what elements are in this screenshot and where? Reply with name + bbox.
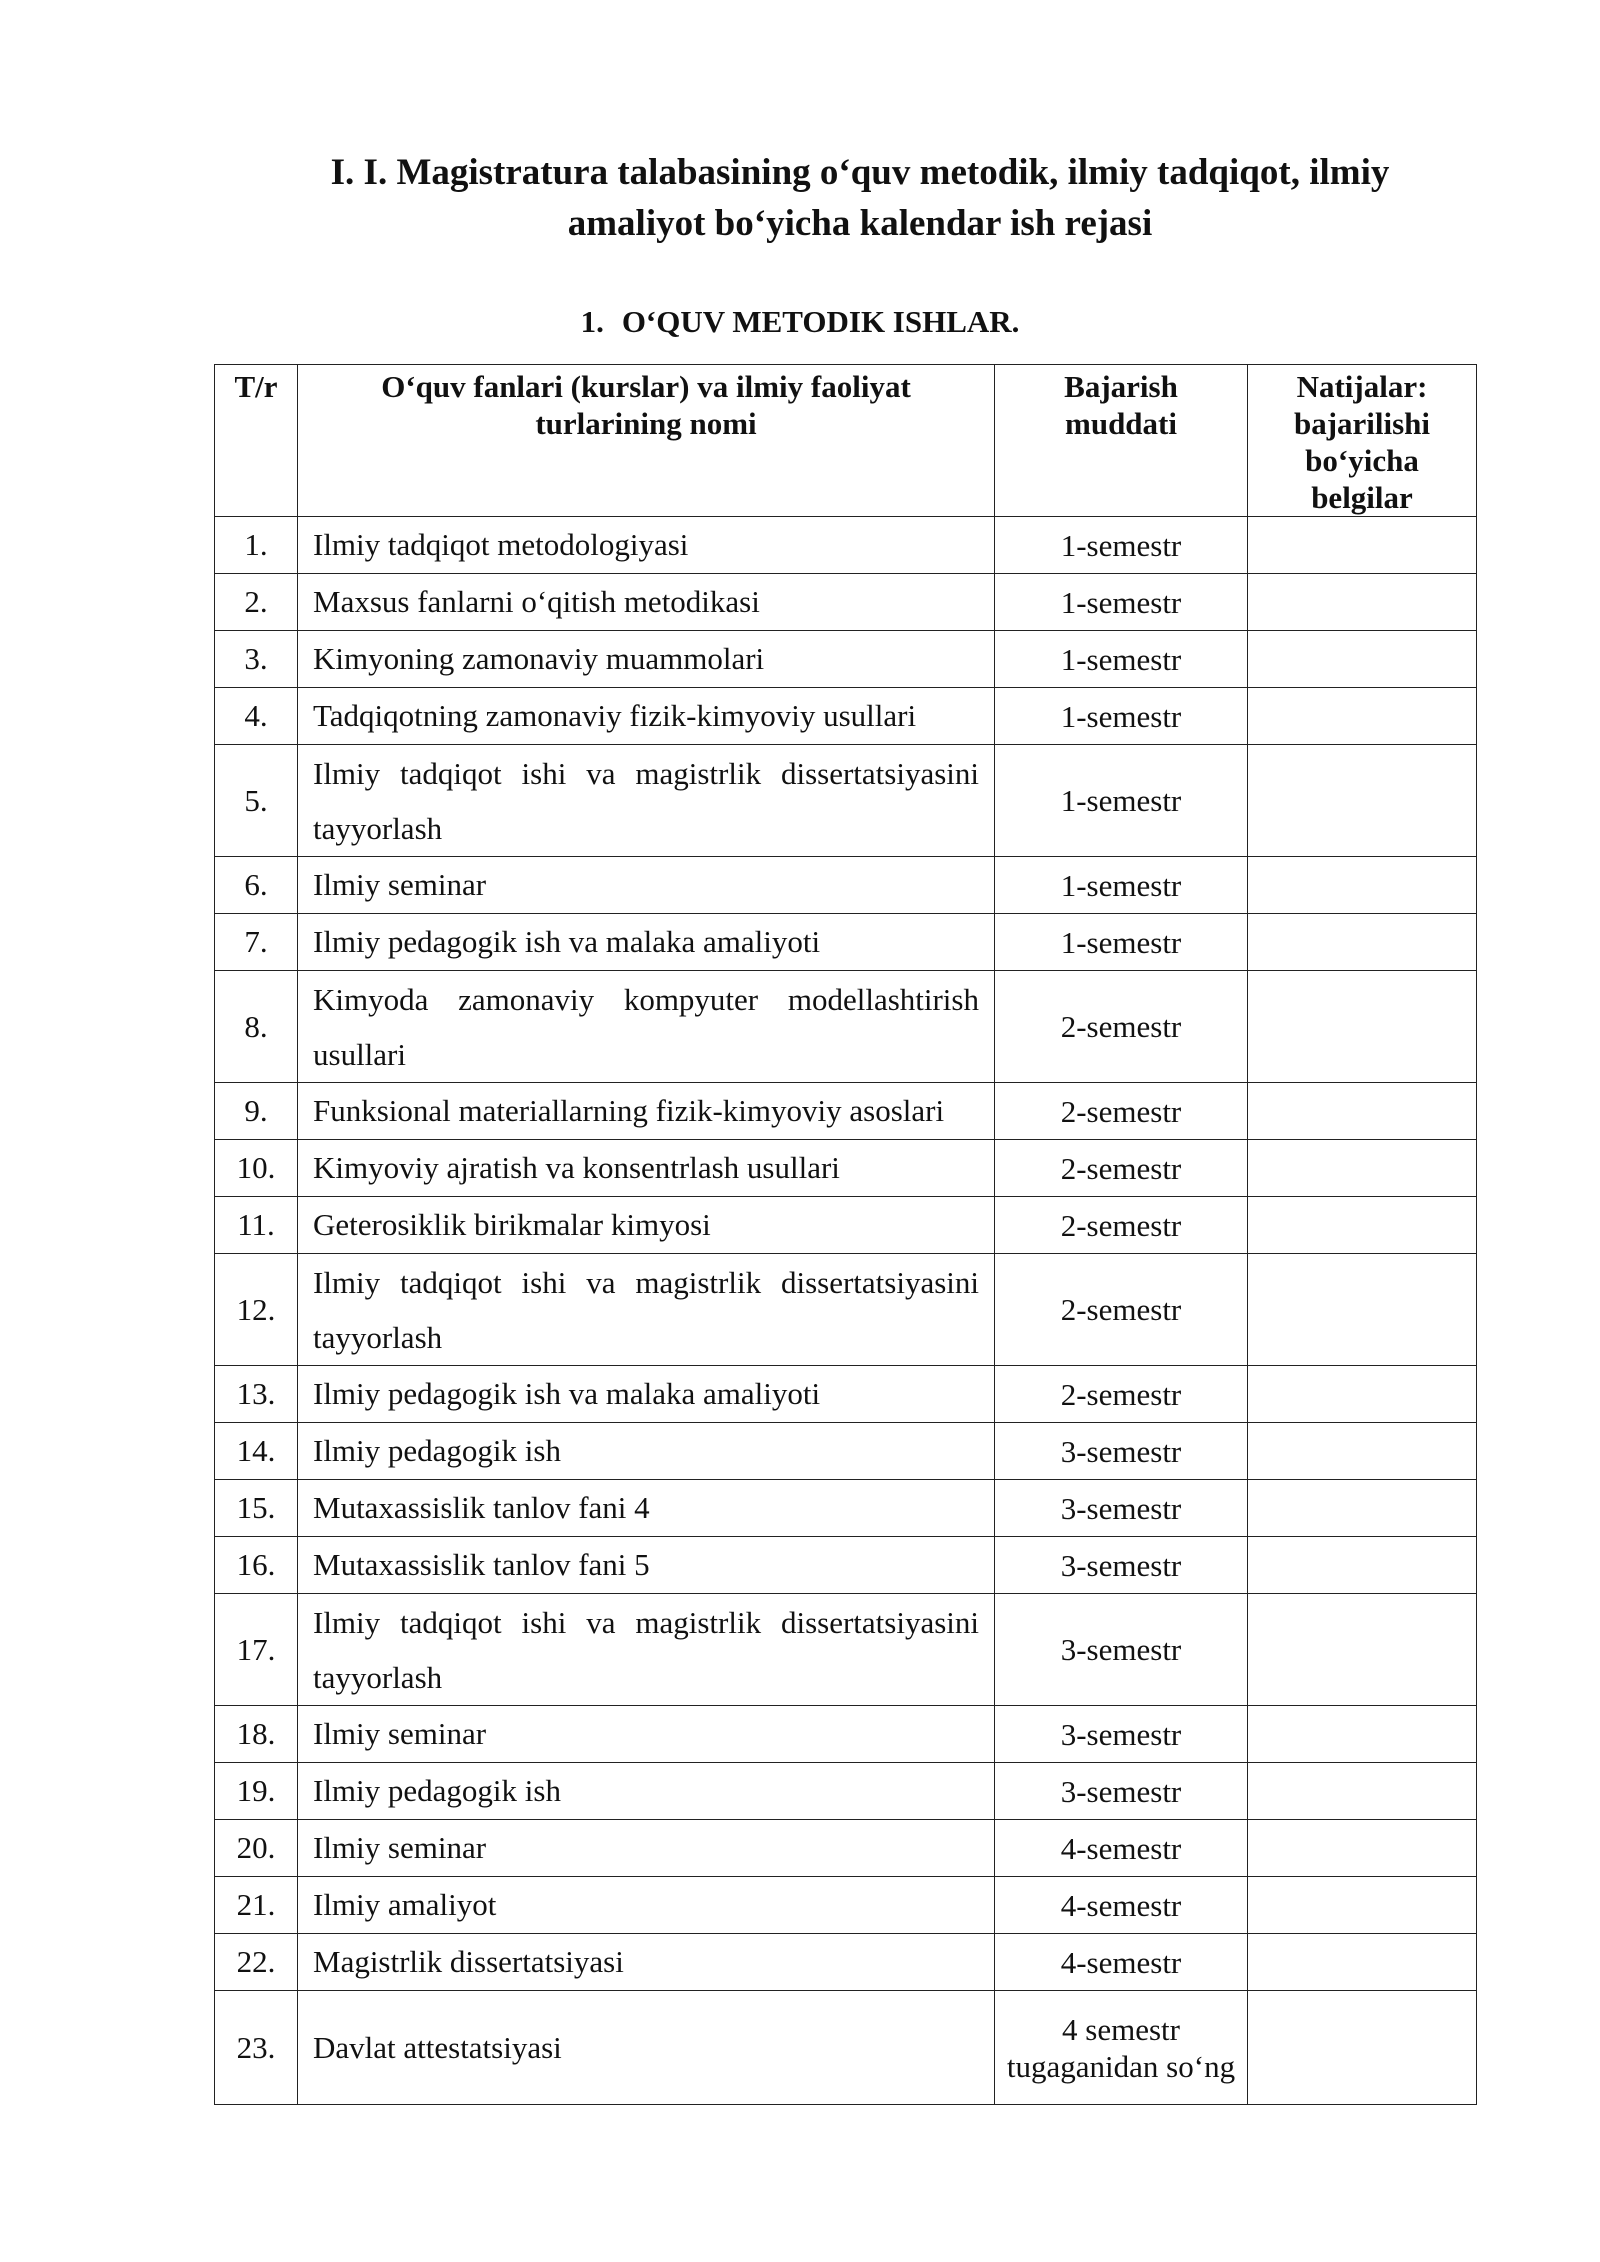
row-activity-name: Ilmiy pedagogik ish xyxy=(298,1423,995,1480)
row-deadline: 3-semestr xyxy=(995,1594,1248,1706)
row-activity-name: Mutaxassislik tanlov fani 4 xyxy=(298,1480,995,1537)
row-number: 17. xyxy=(215,1594,298,1706)
row-number: 3. xyxy=(215,631,298,688)
row-result xyxy=(1248,1480,1477,1537)
row-activity-name: Maxsus fanlarni o‘qitish metodikasi xyxy=(298,574,995,631)
row-result xyxy=(1248,1934,1477,1991)
header-number: T/r xyxy=(215,365,298,517)
section-heading xyxy=(0,302,1600,342)
row-deadline: 4-semestr xyxy=(995,1934,1248,1991)
table-row xyxy=(215,1820,1477,1877)
table-row xyxy=(215,1140,1477,1197)
row-deadline: 2-semestr xyxy=(995,1140,1248,1197)
row-number: 18. xyxy=(215,1706,298,1763)
header-results: Natijalar: bajarilishi bo‘yicha belgilar xyxy=(1248,365,1477,517)
row-number: 10. xyxy=(215,1140,298,1197)
row-deadline: 4 semestr tugaganidan so‘ng xyxy=(995,1991,1248,2105)
row-activity-name: Ilmiy tadqiqot metodologiyasi xyxy=(298,517,995,574)
row-activity-name: Ilmiy seminar xyxy=(298,857,995,914)
row-number: 16. xyxy=(215,1537,298,1594)
header-activity-name: O‘quv fanlari (kurslar) va ilmiy faoliyat turlarining nomi xyxy=(298,365,995,517)
row-deadline: 1-semestr xyxy=(995,574,1248,631)
row-activity-name: Kimyoviy ajratish va konsentrlash usullari xyxy=(298,1140,995,1197)
row-activity-name: Ilmiy tadqiqot ishi va magistrlik dissertatsiyasini tayyorlash xyxy=(298,745,995,857)
row-activity-name: Funksional materiallarning fizik-kimyoviy asoslari xyxy=(298,1083,995,1140)
row-deadline: 1-semestr xyxy=(995,914,1248,971)
table-row xyxy=(215,1706,1477,1763)
row-activity-name: Ilmiy amaliyot xyxy=(298,1877,995,1934)
header-deadline: Bajarish muddati xyxy=(995,365,1248,517)
table-row xyxy=(215,1254,1477,1366)
table-row xyxy=(215,914,1477,971)
row-result xyxy=(1248,1877,1477,1934)
row-result xyxy=(1248,1763,1477,1820)
document-title-line1: I. I. Magistratura talabasining o‘quv metodik, ilmiy tadqiqot, ilmiy xyxy=(330,152,1390,193)
row-deadline: 4-semestr xyxy=(995,1877,1248,1934)
row-number: 2. xyxy=(215,574,298,631)
table-row xyxy=(215,1991,1477,2105)
row-number: 13. xyxy=(215,1366,298,1423)
row-activity-name: Kimyoda zamonaviy kompyuter modellashtirish usullari xyxy=(298,971,995,1083)
row-result xyxy=(1248,1140,1477,1197)
row-result xyxy=(1248,1366,1477,1423)
row-number: 9. xyxy=(215,1083,298,1140)
row-activity-name: Ilmiy tadqiqot ishi va magistrlik dissertatsiyasini tayyorlash xyxy=(298,1254,995,1366)
table-row xyxy=(215,574,1477,631)
table-row xyxy=(215,1537,1477,1594)
table-row xyxy=(215,1423,1477,1480)
row-number: 12. xyxy=(215,1254,298,1366)
row-result xyxy=(1248,1197,1477,1254)
table-row xyxy=(215,1934,1477,1991)
row-result xyxy=(1248,971,1477,1083)
row-number: 21. xyxy=(215,1877,298,1934)
row-result xyxy=(1248,1991,1477,2105)
row-number: 23. xyxy=(215,1991,298,2105)
row-deadline: 2-semestr xyxy=(995,1197,1248,1254)
row-result xyxy=(1248,631,1477,688)
table-row xyxy=(215,1877,1477,1934)
table-row xyxy=(215,1480,1477,1537)
table-row xyxy=(215,1594,1477,1706)
row-number: 8. xyxy=(215,971,298,1083)
table-row xyxy=(215,1763,1477,1820)
row-number: 14. xyxy=(215,1423,298,1480)
table-row xyxy=(215,971,1477,1083)
document-title xyxy=(250,147,1470,249)
row-deadline: 1-semestr xyxy=(995,857,1248,914)
row-number: 20. xyxy=(215,1820,298,1877)
row-deadline: 1-semestr xyxy=(995,745,1248,857)
row-result xyxy=(1248,1254,1477,1366)
row-activity-name: Geterosiklik birikmalar kimyosi xyxy=(298,1197,995,1254)
row-deadline: 1-semestr xyxy=(995,517,1248,574)
row-result xyxy=(1248,574,1477,631)
row-result xyxy=(1248,688,1477,745)
table-row xyxy=(215,1366,1477,1423)
row-activity-name: Ilmiy seminar xyxy=(298,1706,995,1763)
row-result xyxy=(1248,745,1477,857)
row-number: 22. xyxy=(215,1934,298,1991)
document-title-line2: amaliyot bo‘yicha kalendar ish rejasi xyxy=(567,203,1153,244)
row-result xyxy=(1248,517,1477,574)
row-number: 7. xyxy=(215,914,298,971)
row-activity-name: Ilmiy pedagogik ish va malaka amaliyoti xyxy=(298,1366,995,1423)
row-result xyxy=(1248,1706,1477,1763)
table-row xyxy=(215,631,1477,688)
row-activity-name: Ilmiy pedagogik ish va malaka amaliyoti xyxy=(298,914,995,971)
row-result xyxy=(1248,857,1477,914)
row-number: 11. xyxy=(215,1197,298,1254)
row-activity-name: Ilmiy seminar xyxy=(298,1820,995,1877)
row-deadline: 2-semestr xyxy=(995,1366,1248,1423)
row-activity-name: Magistrlik dissertatsiyasi xyxy=(298,1934,995,1991)
row-deadline: 3-semestr xyxy=(995,1706,1248,1763)
row-number: 19. xyxy=(215,1763,298,1820)
row-deadline: 4-semestr xyxy=(995,1820,1248,1877)
row-deadline: 1-semestr xyxy=(995,688,1248,745)
section-title: O‘QUV METODIK ISHLAR. xyxy=(621,304,1020,339)
table-row xyxy=(215,857,1477,914)
row-deadline: 3-semestr xyxy=(995,1423,1248,1480)
row-result xyxy=(1248,914,1477,971)
row-activity-name: Kimyoning zamonaviy muammolari xyxy=(298,631,995,688)
row-number: 6. xyxy=(215,857,298,914)
row-deadline: 2-semestr xyxy=(995,971,1248,1083)
row-result xyxy=(1248,1537,1477,1594)
row-deadline: 2-semestr xyxy=(995,1083,1248,1140)
calendar-plan-table xyxy=(214,364,1477,2105)
row-number: 5. xyxy=(215,745,298,857)
table-row xyxy=(215,1197,1477,1254)
row-deadline: 2-semestr xyxy=(995,1254,1248,1366)
row-result xyxy=(1248,1594,1477,1706)
table-header-row xyxy=(215,365,1477,517)
row-number: 15. xyxy=(215,1480,298,1537)
row-number: 1. xyxy=(215,517,298,574)
table-row xyxy=(215,745,1477,857)
row-result xyxy=(1248,1423,1477,1480)
row-activity-name: Ilmiy pedagogik ish xyxy=(298,1763,995,1820)
row-deadline: 3-semestr xyxy=(995,1537,1248,1594)
row-deadline: 1-semestr xyxy=(995,631,1248,688)
row-activity-name: Davlat attestatsiyasi xyxy=(298,1991,995,2105)
row-result xyxy=(1248,1083,1477,1140)
row-result xyxy=(1248,1820,1477,1877)
row-activity-name: Tadqiqotning zamonaviy fizik-kimyoviy usullari xyxy=(298,688,995,745)
row-number: 4. xyxy=(215,688,298,745)
section-number: 1. xyxy=(580,304,604,339)
row-activity-name: Ilmiy tadqiqot ishi va magistrlik dissertatsiyasini tayyorlash xyxy=(298,1594,995,1706)
row-activity-name: Mutaxassislik tanlov fani 5 xyxy=(298,1537,995,1594)
table-row xyxy=(215,517,1477,574)
table-row xyxy=(215,1083,1477,1140)
row-deadline: 3-semestr xyxy=(995,1480,1248,1537)
table-row xyxy=(215,688,1477,745)
row-deadline: 3-semestr xyxy=(995,1763,1248,1820)
